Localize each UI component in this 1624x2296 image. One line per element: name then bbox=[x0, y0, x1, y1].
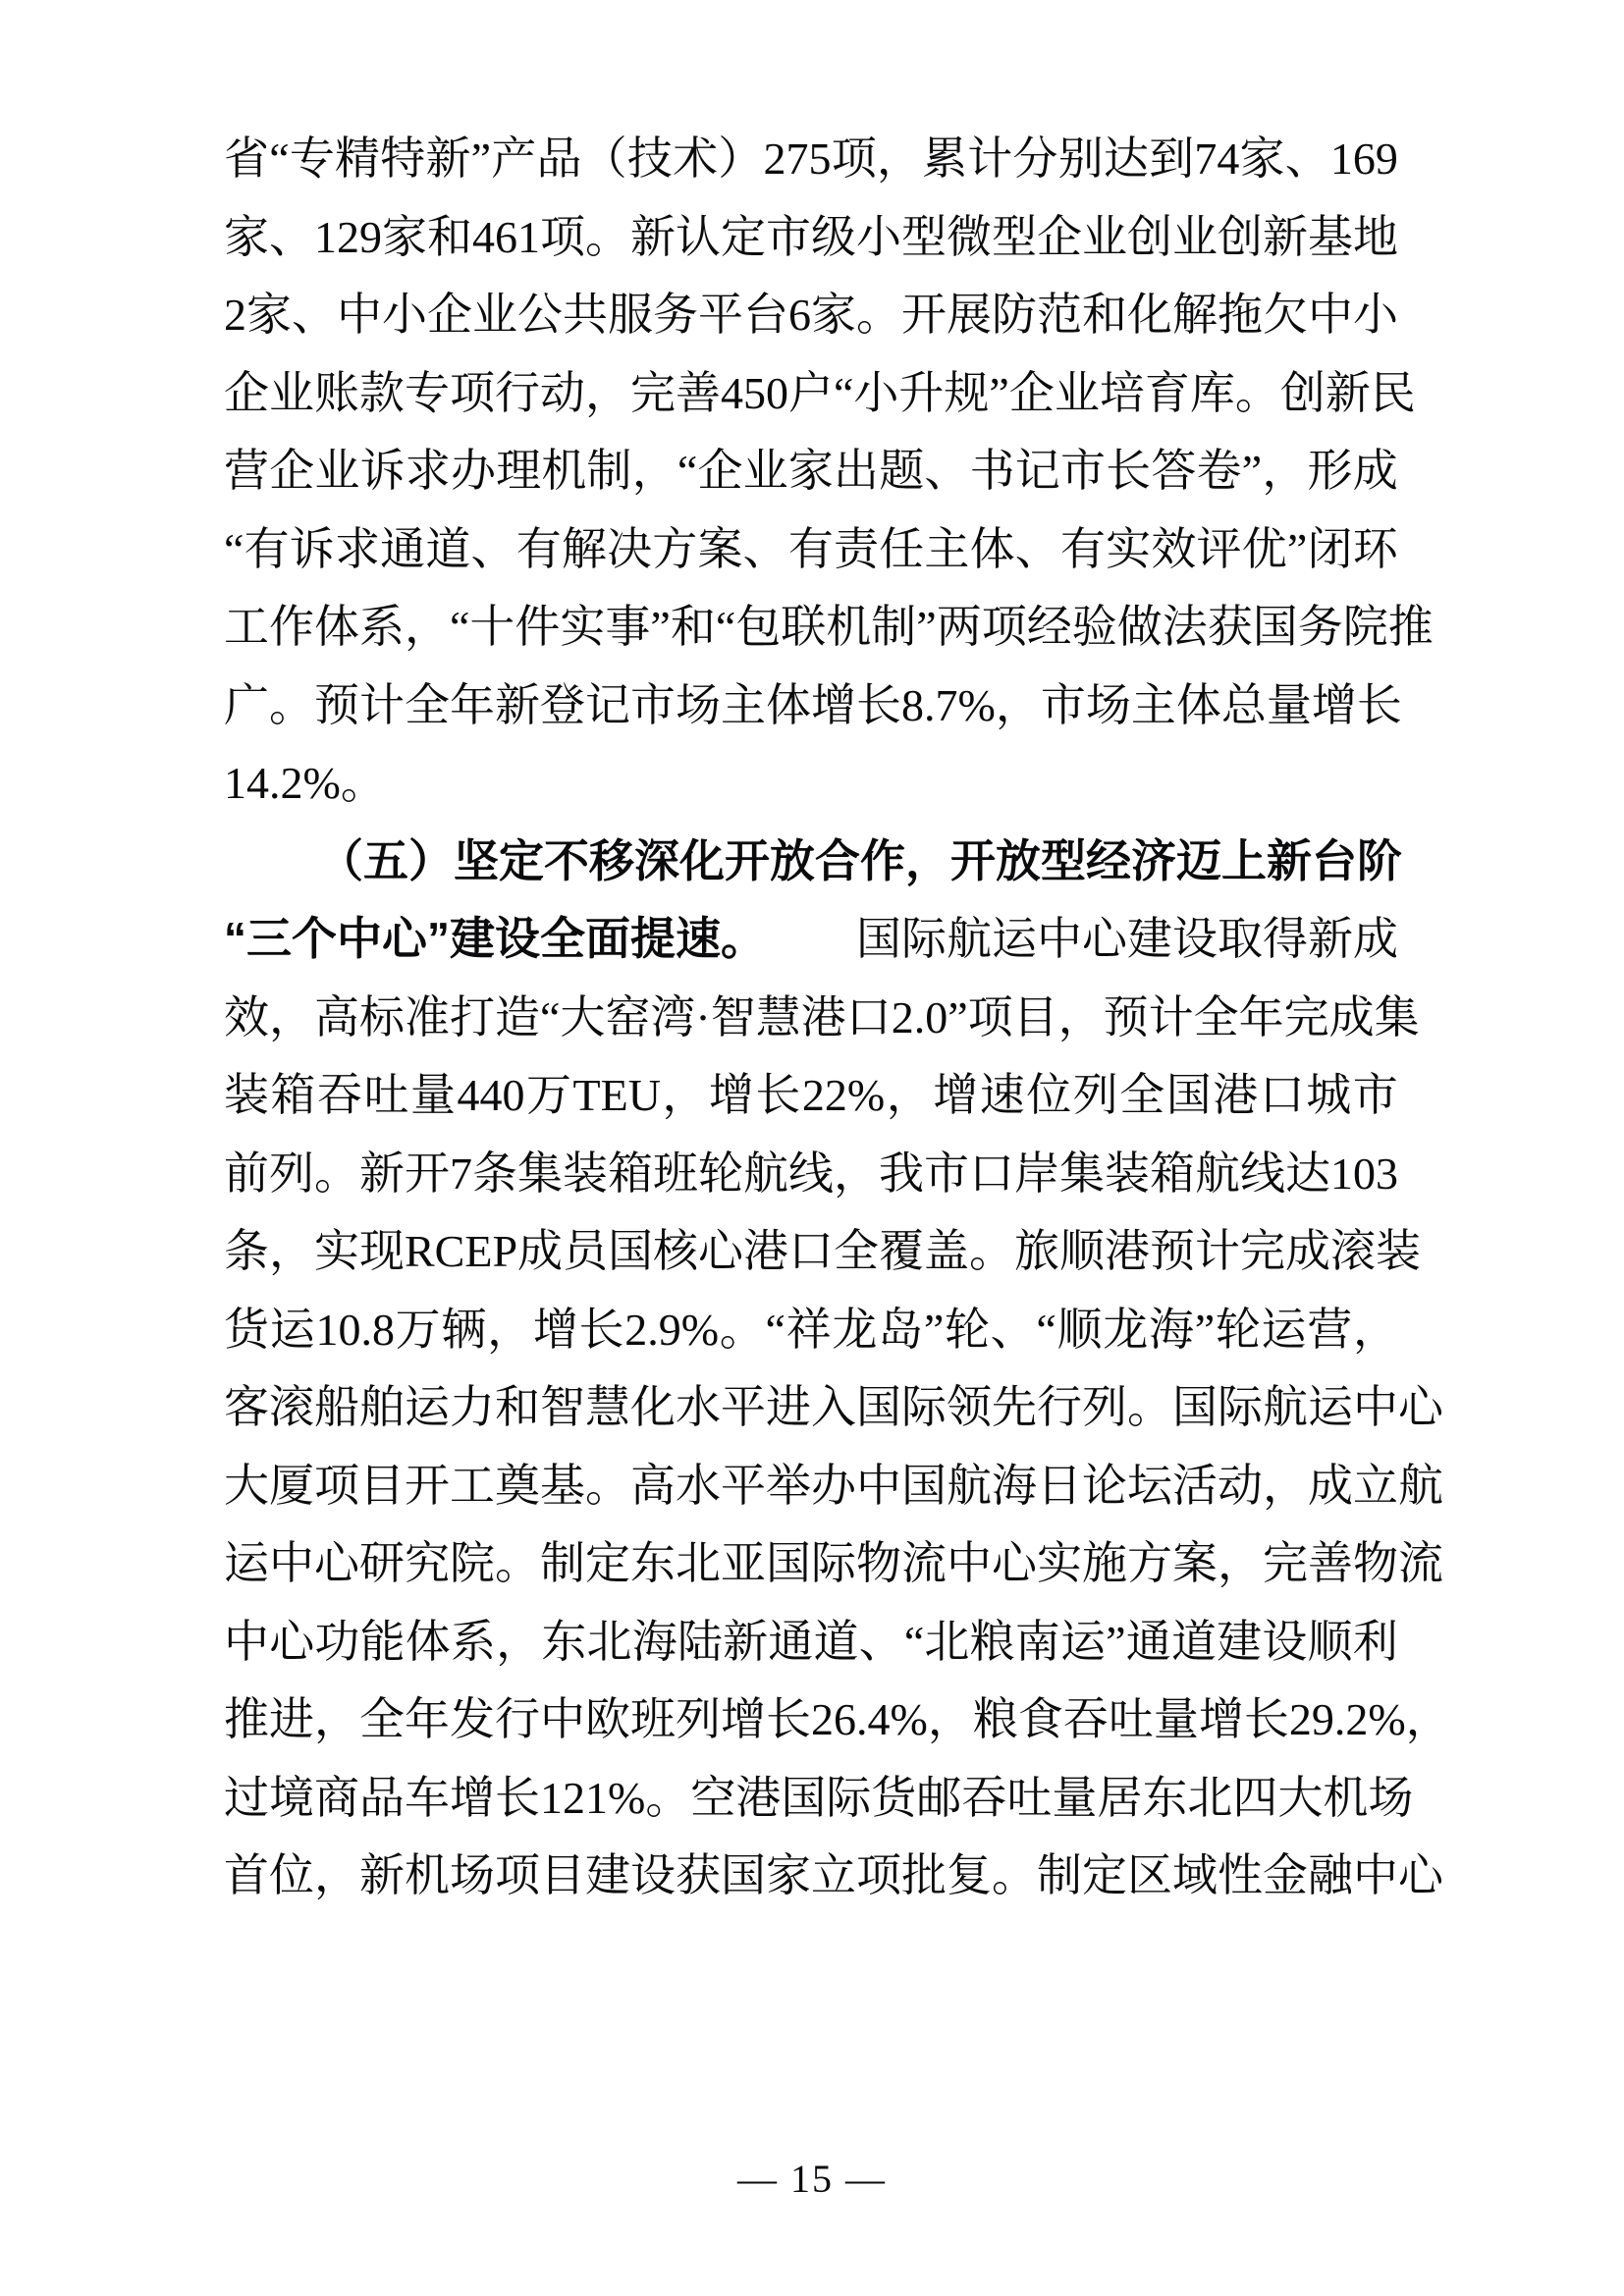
body-line: 省 “ 专 精 特 新 ” 产 品 （ 技 术 ） 275 项 ， 累 计 分 别 达 到 74 家 、 169 bbox=[224, 133, 1398, 184]
body-line: 工 作 体 系 ， “ 十 件 实 事 ” 和 “ 包 联 机 制 ” 两 项 经 验 做 法 获 国 务 院 推 bbox=[224, 602, 1434, 652]
body-line: 首 位 ， 新 机 场 项 目 建 设 获 国 家 立 项 批 复 。 制 定 区 域 性 金 融 中 心 bbox=[224, 1850, 1443, 1900]
body-line-text: 国际航运中心建设取得新成 bbox=[856, 914, 1398, 964]
body-line: 装 箱 吞 吐 量 440 万 TEU ， 增 长 22% ， 增 速 位 列 全 国 港 口 城 市 bbox=[224, 1070, 1398, 1120]
body-line: 大 厦 项 目 开 工 奠 基 。 高 水 平 举 办 中 国 航 海 日 论 坛 活 动 ， 成 立 航 bbox=[224, 1460, 1443, 1511]
body-line: 客 滚 船 舶 运 力 和 智 慧 化 水 平 进 入 国 际 领 先 行 列 。 国 际 航 运 中 心 bbox=[224, 1382, 1443, 1432]
page-number: — 15 — bbox=[737, 2157, 887, 2201]
body-line: 推 进 ， 全 年 发 行 中 欧 班 列 增 长 26.4% ， 粮 食 吞 吐 量 增 长 29.2% ， bbox=[224, 1694, 1451, 1744]
body-line: 营 企 业 诉 求 办 理 机 制 ， “ 企 业 家 出 题 、 书 记 市 长 答 卷 ” ， 形 成 bbox=[224, 446, 1398, 496]
body-line: 14.2%。 bbox=[224, 758, 386, 808]
body-line: 货 运 10.8 万 辆 ， 增 长 2.9% 。 “ 祥 龙 岛 ” 轮 、 “ 顺 龙 海 ” 轮 运 营 ， bbox=[224, 1304, 1398, 1355]
body-line: 企 业 账 款 专 项 行 动 ， 完 善 450 户 “ 小 升 规 ” 企 业 培 育 库 。 创 新 民 bbox=[224, 367, 1416, 418]
body-line: 运 中 心 研 究 院 。 制 定 东 北 亚 国 际 物 流 中 心 实 施 方 案 ， 完 善 物 流 bbox=[224, 1538, 1443, 1588]
body-line-with-lead-in bbox=[224, 900, 1398, 979]
body-line: 前 列 。 新 开 7 条 集 装 箱 班 轮 航 线 ， 我 市 口 岸 集 装 箱 航 线 达 103 bbox=[224, 1148, 1398, 1199]
body-line: 过 境 商 品 车 增 长 121% 。 空 港 国 际 货 邮 吞 吐 量 居 东 北 四 大 机 场 bbox=[224, 1772, 1414, 1823]
body-line: 条 ， 实 现 RCEP 成 员 国 核 心 港 口 全 覆 盖 。 旅 顺 港 预 计 完 成 滚 装 bbox=[224, 1226, 1422, 1276]
body-line: 家 、 129 家 和 461 项 。 新 认 定 市 级 小 型 微 型 企 业 创 业 创 新 基 地 bbox=[224, 211, 1398, 262]
body-line: 中 心 功 能 体 系 ， 东 北 海 陆 新 通 道 、 “ 北 粮 南 运 ” 通 道 建 设 顺 利 bbox=[224, 1616, 1398, 1667]
body-line: 效 ， 高 标 准 打 造 “ 大 窑 湾 · 智 慧 港 口 2.0 ” 项 目 ， 预 计 全 年 完 成 集 bbox=[224, 991, 1420, 1042]
body-line: 广 。 预 计 全 年 新 登 记 市 场 主 体 增 长 8.7% ， 市 场 主 体 总 量 增 长 bbox=[224, 679, 1402, 730]
paragraph-lead-in: “三个中心”建设全面提速。 bbox=[224, 913, 766, 964]
body-line: 2 家 、 中 小 企 业 公 共 服 务 平 台 6 家 。 开 展 防 范 和 化 解 拖 欠 中 小 bbox=[224, 290, 1398, 340]
body-line: “ 有 诉 求 通 道 、 有 解 决 方 案 、 有 责 任 主 体 、 有 实 效 评 优 ” 闭 环 bbox=[224, 523, 1398, 574]
section-heading-five: （五）坚定不移深化开放合作，开放型经济迈上新台阶 bbox=[318, 834, 1402, 886]
page-text-body bbox=[224, 120, 1451, 1915]
